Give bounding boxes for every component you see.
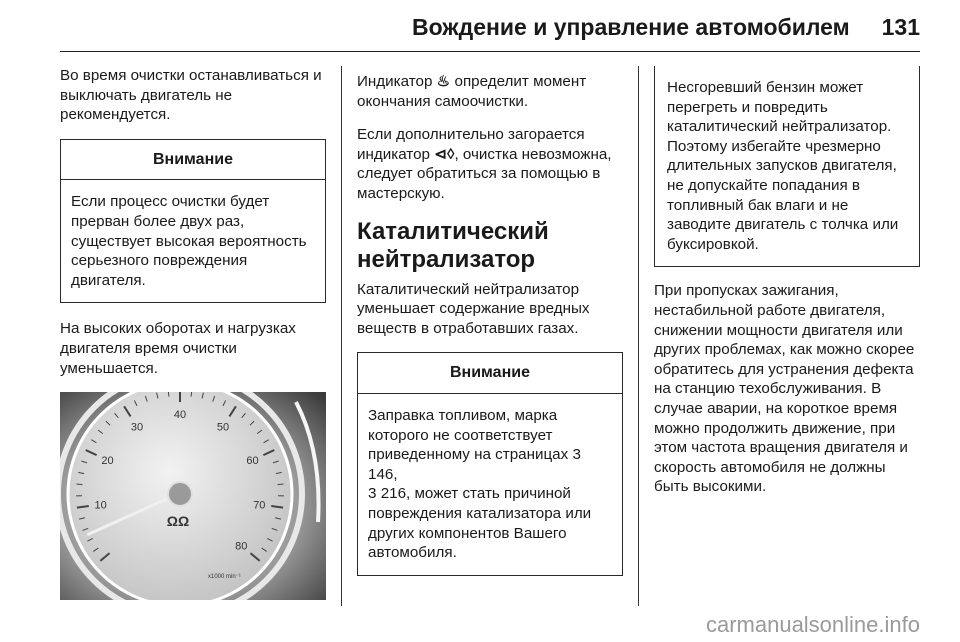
page-ref-arrow-icon: 3 [572, 446, 581, 464]
warning-box [60, 139, 326, 304]
page-header [412, 14, 920, 41]
warning-box-continued [654, 66, 920, 267]
paragraph: При пропусках зажигания, нестабильной работе двигателя, снижении мощности двигателя или других проблемах, как можно скорее обратитесь для устранения дефекта на станцию техобслуживания. В случае аварии, на короткое время можно продолжить движение, при этом частота вращения двигателя и скорость автомобиля не должны быть высокими. [654, 282, 915, 496]
column-divider [638, 66, 639, 606]
page-ref-arrow-icon: 3 [368, 485, 377, 503]
text-run: , [393, 465, 398, 483]
gauge-tick-label: 80 [235, 540, 248, 553]
column-middle [357, 72, 623, 592]
gauge-tick [191, 392, 192, 397]
warning-box [357, 352, 623, 575]
gauge-unit: x1000 min⁻¹ [208, 574, 241, 581]
warning-text: Несгоревший бензин может перегреть и повредить каталитический нейтрализатор. Поэтому избегайте чрезмерно длительных запусков двигателя, не допускайте попадания в топливный бак влаги и не заводите двигатель с толчка или буксировкой. [667, 79, 899, 253]
dpf-indicator-icon: ΩΩ [166, 513, 190, 530]
header-rule [60, 51, 920, 52]
text-run: определит момент окончания самоочистки. [357, 73, 587, 110]
text-run: , очистка невозможна, следует обратиться за помощью в мастерскую. [357, 145, 612, 202]
chapter-title: Вождение и управление автомобилем [411, 14, 850, 40]
text-run: Заправка топливом, марка которого не соответствует приведенному на страницах [368, 406, 569, 464]
warning-title: Внимание [61, 140, 325, 181]
paragraph [357, 72, 623, 111]
column-divider [341, 66, 342, 606]
service-engine-icon: ⊲◊ [434, 145, 455, 163]
warning-text: Если процесс очистки будет прерван более двух раз, существует высокая вероятность серьезного повреждения двигателя. [71, 193, 307, 289]
gauge-tick-label: 60 [246, 455, 259, 468]
paragraph: На высоких оборотах и нагрузках двигателя время очистки уменьшается. [60, 320, 296, 377]
warning-title: Внимание [358, 353, 622, 394]
text-run: Индикатор [357, 73, 433, 90]
text-run: , может стать причиной повреждения катализатора или других компонентов Вашего автомобиля. [368, 485, 592, 562]
gauge-tick-label: 50 [216, 421, 230, 434]
dpf-icon: ♨ [436, 73, 451, 90]
gauge-tick-label: 70 [253, 499, 266, 512]
column-right [654, 66, 920, 511]
gauge-tick [168, 392, 169, 397]
page-ref-link[interactable]: 216 [380, 485, 407, 503]
paragraph [357, 125, 623, 203]
column-left [60, 66, 326, 600]
page-number: 131 [881, 14, 920, 40]
gauge-tick-label: 40 [173, 409, 187, 422]
watermark: carmanualsonline.info [705, 612, 920, 637]
gauge-tick-label: 20 [101, 455, 114, 468]
gauge-tick [278, 484, 284, 485]
page-ref-link[interactable]: 146 [368, 465, 394, 483]
warning-text [358, 394, 622, 575]
paragraph: Каталитический нейтрализатор уменьшает содержание вредных веществ в отработавших газах. [357, 280, 590, 337]
paragraph: Во время очистки останавливаться и выключать двигатель не рекомендуется. [60, 67, 322, 124]
needle-hub [168, 482, 192, 506]
tachometer-image [60, 392, 326, 600]
gauge-tick [76, 484, 82, 485]
section-heading: Каталитический нейтрализатор [357, 217, 549, 273]
gauge-tick-label: 30 [130, 421, 144, 434]
text-run: Если дополнительно загорается индикатор [357, 126, 585, 163]
gauge-tick-label: 10 [94, 499, 107, 512]
